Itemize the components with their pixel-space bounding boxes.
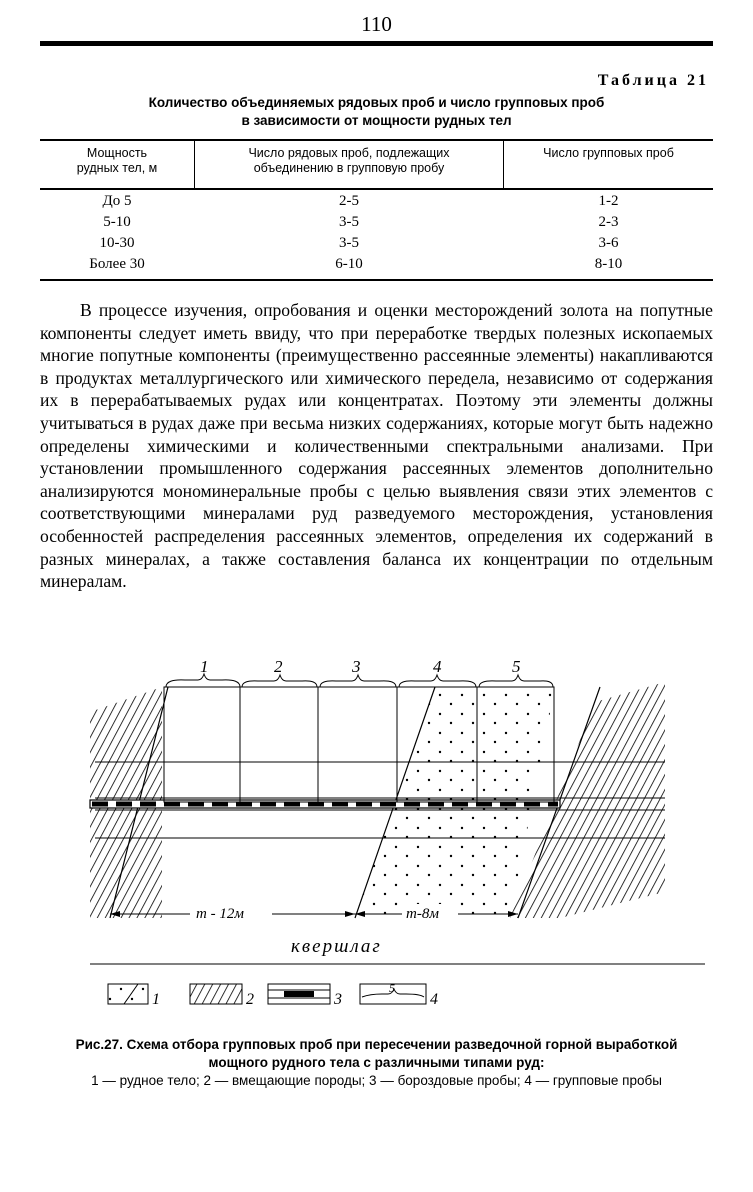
cell-thickness: 10-30 bbox=[99, 235, 135, 251]
header-rule bbox=[40, 41, 713, 46]
header-ordinary-samples bbox=[195, 146, 503, 176]
caption-title-line-2: мощного рудного тела с различными типами руд: bbox=[208, 1055, 545, 1070]
table-label: Таблица 21 bbox=[597, 72, 709, 89]
dimension-right-label: m-8м bbox=[406, 906, 439, 922]
cell-group: 2-3 bbox=[598, 214, 619, 230]
brace-3 bbox=[320, 675, 396, 687]
cell-thickness: Более 30 bbox=[89, 256, 145, 272]
caption-legend: 1 — рудное тело; 2 — вмещающие породы; 3 — бороздовые пробы; 4 — групповые пробы bbox=[91, 1073, 662, 1088]
table-top-rule bbox=[40, 139, 713, 141]
sampling-diagram bbox=[40, 652, 713, 1072]
legend bbox=[108, 981, 438, 1008]
arrow-icon bbox=[345, 911, 355, 917]
table-row bbox=[40, 256, 713, 277]
header-group-samples bbox=[504, 146, 713, 161]
legend-number: 4 bbox=[430, 991, 438, 1008]
table-title-line-1: Количество объединяемых рядовых проб и число групповых проб bbox=[148, 95, 605, 110]
legend-channel-sample bbox=[268, 984, 342, 1008]
header-ordinary-line-1: Число рядовых проб, подлежащих bbox=[248, 146, 450, 160]
group-number: 1 bbox=[200, 657, 209, 676]
cell-thickness: 5-10 bbox=[103, 214, 131, 230]
legend-host-rock bbox=[190, 984, 254, 1008]
caption-title-line-1: Рис.27. Схема отбора групповых проб при пересечении разведочной горной выработкой bbox=[75, 1037, 678, 1052]
header-ordinary-line-2: объединению в групповую пробу bbox=[253, 161, 445, 175]
table-row bbox=[40, 214, 713, 235]
header-group-text: Число групповых проб bbox=[543, 146, 674, 160]
group-number: 4 bbox=[433, 657, 442, 676]
group-number: 2 bbox=[274, 657, 283, 676]
cell-thickness: До 5 bbox=[102, 193, 132, 209]
page-number: 110 bbox=[361, 12, 392, 36]
group-number: 3 bbox=[352, 657, 361, 676]
legend-number: 2 bbox=[246, 991, 254, 1008]
body-paragraph: В процессе изучения, опробования и оценки месторождений золота на попутные компоненты следует иметь ввиду, что при переработке твердых полезных ископаемых многие попутные компоненты (преимущественно рассеянные элементы) накапливаются в продуктах металлургического или химического передела, независимо от содержания их в перерабатываемых рудах или концентратах. Поэтому эти элементы должны учитываться в рудах даже при весьма низких содержаниях, которые могут быть надежно определены химическими и количественными спектральными анализами. При установлении промышленного содержания рассеянных элементов дополнительно анализируются мономинеральные пробы с целью выявления связи этих элементов с соответствующими минералами руд разведуемого месторождения, установления особенностей распределения рассеянных элементов, определения их содержаний в разных минералах, а также составления баланса их концентрации по отдельным минералам. bbox=[40, 300, 713, 592]
body-text bbox=[40, 299, 713, 593]
crosscut-label: квершлаг bbox=[291, 936, 382, 957]
legend-number: 3 bbox=[334, 991, 342, 1008]
brace-5 bbox=[479, 675, 553, 687]
cell-ordinary: 3-5 bbox=[339, 235, 359, 251]
table-title-line-2: в зависимости от мощности рудных тел bbox=[241, 113, 512, 128]
brace-2 bbox=[242, 675, 317, 687]
cell-group: 3-6 bbox=[598, 235, 619, 251]
table-row bbox=[40, 193, 713, 214]
header-thickness bbox=[40, 146, 194, 176]
cell-ordinary: 3-5 bbox=[339, 214, 359, 230]
legend-group-sample bbox=[360, 981, 438, 1008]
legend-inner-number: 5 bbox=[389, 981, 395, 995]
figure-caption bbox=[40, 1036, 713, 1090]
table-row bbox=[40, 235, 713, 256]
table-bottom-rule bbox=[40, 279, 713, 281]
cell-ordinary: 6-10 bbox=[335, 256, 363, 272]
brace-4 bbox=[399, 675, 476, 687]
dimension-left-label: m - 12м bbox=[196, 906, 244, 922]
table-title bbox=[40, 94, 713, 130]
legend-ore-body bbox=[108, 984, 160, 1008]
cell-group: 8-10 bbox=[594, 256, 623, 272]
table-header-rule bbox=[40, 188, 713, 190]
cell-ordinary: 2-5 bbox=[339, 193, 359, 209]
header-thickness-line-2: рудных тел, м bbox=[76, 161, 158, 175]
legend-number: 1 bbox=[152, 991, 160, 1008]
group-number: 5 bbox=[512, 657, 521, 676]
header-thickness-line-1: Мощность bbox=[86, 146, 148, 160]
cell-group: 1-2 bbox=[598, 193, 619, 209]
